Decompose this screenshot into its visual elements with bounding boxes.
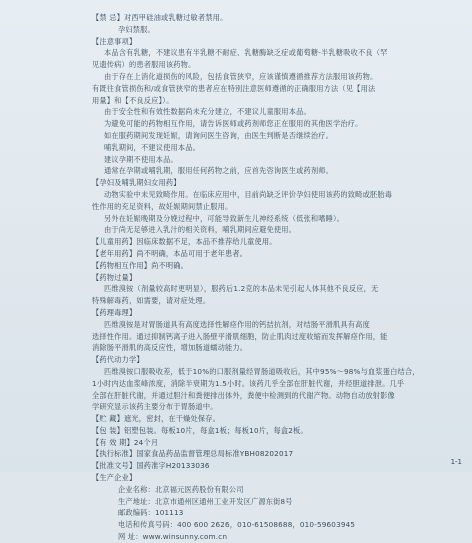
text-line: 网 址：www.winsunny.com.cn — [118, 532, 228, 542]
text-line: 为避免可能的药物相互作用，请告诉医师或药剂师您正在服用的其他医学治疗。 — [104, 119, 363, 129]
text-line: 用量】和【不良反应】）。 — [92, 95, 174, 105]
text-line: 如在服药期间发现妊娠，请询问医生咨询，由医生判断是否继续治疗。 — [104, 130, 334, 140]
text-line: 匹维溴铵是对胃肠道具有高度选择性解痉作用的钙拮抗剂，对结肠平滑肌具有高度 — [104, 319, 370, 329]
text-line: 生产地址：北京市通州区通州工业开发区广源东街8号 — [118, 496, 293, 506]
text-line: 由于存在上消化道损伤的风险，包括食管狭窄，应该谨慎遵循推荐方法服用该药物。 — [104, 71, 378, 81]
text-line: 选择性作用。通过抑制钙离子进入肠壁平滑肌细胞，防止肌肉过度收缩而发挥解痉作用，能 — [92, 331, 388, 341]
text-line: 消除肠平滑肌的高反应性，增加肠道蠕动能力。 — [92, 343, 248, 353]
text-line: 本品含有乳糖，不建议患有半乳糖不耐症、乳糖酶缺乏症或葡萄糖-半乳糖吸收不良（罕 — [104, 48, 388, 58]
text-line: 企业名称：北京福元医药股份有限公司 — [118, 484, 244, 494]
text-line: 另外在妊娠晚期及分娩过程中，可能导致新生儿神经系统（低张和嗜睡）。 — [104, 213, 345, 223]
page-number: 1-1 — [450, 458, 462, 466]
section-line: 【贮 藏】遮光，密封，在干燥处保存。 — [92, 414, 221, 424]
text-line: 全部在肝脏代谢，并通过胆汁和粪便排出体外，粪便中检测到的代谢产物。动物自动放射影像 — [92, 390, 395, 400]
section-line: 【执行标准】国家食品药品监督管理总局标准YBH08202017 — [92, 449, 294, 459]
text-line: 特殊解毒药，如需要，请对症处理。 — [92, 296, 211, 306]
text-line: 孕妇禁服。 — [118, 24, 155, 34]
text-line: 建议孕期不使用本品。 — [104, 154, 178, 164]
text-line: 1小时内达血浆峰浓度，消除半衰期为1.5小时。该药几乎全部在肝脏代谢，并经胆道排泄。几乎 — [92, 378, 405, 388]
section-line: 【生产企业】 — [92, 473, 137, 483]
text-line: 由于尚无足够进入乳汁的相关资料，哺乳期间应避免使用。 — [104, 225, 297, 235]
text-line: 匹维溴铵（剂量较高时更明显），服药后1.2克的本品未见引起人体其他不良反应，无 — [104, 284, 379, 294]
section-line: 【禁 忌】对西甲硅油或乳糖过敏者禁用。 — [92, 13, 228, 22]
section-line: 【孕妇及哺乳期妇女用药】 — [92, 178, 181, 188]
text-line: 有既往食管损伤和/或食管狭窄的患者应在特别注意医师遵循的正确服用方法（见【用法 — [92, 83, 376, 93]
section-line: 【包 装】铝塑包装。每板10片，每盒1板；每板10片，每盒2板。 — [92, 425, 308, 435]
text-line: 匹维溴铵口服吸收差，低于10%的口服剂量经胃肠道吸收后，其中95%～98%与血浆蛋白结合， — [104, 366, 420, 376]
section-line: 【有 效 期】24个月 — [92, 437, 159, 447]
leaflet-text — [92, 12, 420, 543]
section-line: 【注意事项】 — [92, 36, 137, 46]
section-line: 【药代动力学】 — [92, 355, 144, 365]
section-line: 【药物相互作用】尚不明确。 — [92, 260, 189, 270]
text-line: 见遗传病）的患者服用该药物。 — [92, 60, 196, 70]
text-line: 哺乳期间，不建议使用本品。 — [104, 142, 201, 152]
section-line: 【老年用药】尚不明确，本品可用于老年患者。 — [92, 248, 248, 258]
section-line: 【批准文号】国药准字H20133036 — [92, 461, 210, 471]
text-line: 邮政编码：101113 — [118, 508, 184, 518]
text-line: 通常在孕期或哺乳期，服用任何药物之前，应首先咨询医生或药剂师。 — [104, 166, 334, 176]
text-line: 由于安全性和有效性数据尚未充分建立，不建议儿童服用本品。 — [104, 107, 311, 117]
section-line: 【药理毒理】 — [92, 307, 137, 317]
text-line: 性作用的充足资料，故妊娠期间禁止服用。 — [92, 201, 233, 211]
text-line: 电话和传真号码：400 600 2626，010-61508688，010-59603945 — [118, 520, 356, 530]
section-line: 【药物过量】 — [92, 272, 137, 282]
text-line: 动物实验中未见致畸作用。在临床应用中，目前尚缺乏评价孕妇使用该药的致畸或胚胎毒 — [104, 189, 393, 199]
section-line: 【儿童用药】因临床数据不足，本品不推荐给儿童使用。 — [92, 237, 277, 247]
text-line: 学研究显示该药主要分布于胃肠道中。 — [92, 402, 218, 412]
